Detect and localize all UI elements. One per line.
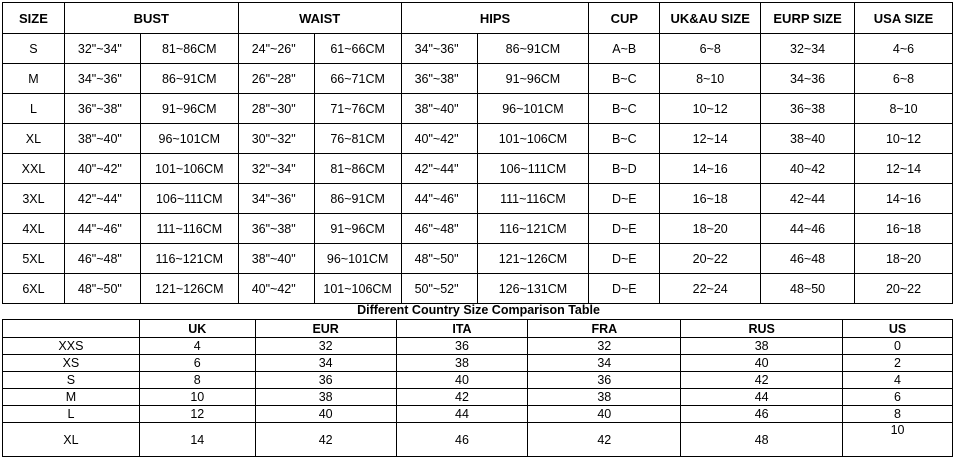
table-cell: 5XL bbox=[3, 244, 65, 274]
table-cell: 12 bbox=[139, 406, 255, 423]
table-cell: 71~76CM bbox=[314, 94, 401, 124]
table-cell: 101~106CM bbox=[314, 274, 401, 304]
table-row bbox=[3, 34, 953, 64]
table-cell: 96~101CM bbox=[140, 124, 238, 154]
table-cell: 76~81CM bbox=[314, 124, 401, 154]
table-cell: XL bbox=[3, 124, 65, 154]
table-cell: A~B bbox=[589, 34, 660, 64]
table-cell: 36"~38" bbox=[401, 64, 477, 94]
table-cell: B~C bbox=[589, 64, 660, 94]
table-row bbox=[3, 389, 953, 406]
table-cell: 46 bbox=[681, 406, 843, 423]
table-cell: 6~8 bbox=[855, 64, 953, 94]
table-cell: 32"~34" bbox=[64, 34, 140, 64]
table-cell: 36 bbox=[255, 372, 396, 389]
table-cell: D~E bbox=[589, 184, 660, 214]
table-cell: 0 bbox=[843, 338, 953, 355]
table-cell: 91~96CM bbox=[140, 94, 238, 124]
table-cell: 18~20 bbox=[660, 214, 761, 244]
table-cell: 38"~40" bbox=[238, 244, 314, 274]
table-cell: XL bbox=[3, 423, 140, 457]
table-cell: 44 bbox=[396, 406, 528, 423]
comparison-header-cell: EUR bbox=[255, 320, 396, 338]
header-ukau-size: UK&AU SIZE bbox=[660, 3, 761, 34]
table-cell: M bbox=[3, 64, 65, 94]
table-cell: 36 bbox=[528, 372, 681, 389]
table-cell: 96~101CM bbox=[477, 94, 589, 124]
table-row bbox=[3, 372, 953, 389]
comparison-header-cell: RUS bbox=[681, 320, 843, 338]
table-cell: 36"~38" bbox=[64, 94, 140, 124]
table-row bbox=[3, 214, 953, 244]
table-cell: 40"~42" bbox=[64, 154, 140, 184]
table-cell: XXL bbox=[3, 154, 65, 184]
table-cell: D~E bbox=[589, 244, 660, 274]
table-cell: 46 bbox=[396, 423, 528, 457]
comparison-header-row bbox=[3, 320, 953, 338]
header-eurp-size: EURP SIZE bbox=[761, 3, 855, 34]
table-cell: 3XL bbox=[3, 184, 65, 214]
table-row bbox=[3, 355, 953, 372]
table-cell: 10~12 bbox=[660, 94, 761, 124]
table-cell: 42 bbox=[255, 423, 396, 457]
table-cell: 34 bbox=[255, 355, 396, 372]
table-cell: 38"~40" bbox=[64, 124, 140, 154]
table-cell: 32 bbox=[528, 338, 681, 355]
table-cell: 86~91CM bbox=[477, 34, 589, 64]
table-cell: 38 bbox=[528, 389, 681, 406]
comparison-header-cell: UK bbox=[139, 320, 255, 338]
table-cell: B~C bbox=[589, 124, 660, 154]
table-cell: 91~96CM bbox=[314, 214, 401, 244]
table-cell: 40~42 bbox=[761, 154, 855, 184]
table-cell: 8 bbox=[139, 372, 255, 389]
table-cell: 36~38 bbox=[761, 94, 855, 124]
table-cell: L bbox=[3, 406, 140, 423]
table-cell: 46"~48" bbox=[64, 244, 140, 274]
table-cell: 42"~44" bbox=[401, 154, 477, 184]
table-row bbox=[3, 94, 953, 124]
table-cell: 46"~48" bbox=[401, 214, 477, 244]
table-cell: 40"~42" bbox=[238, 274, 314, 304]
table-cell: S bbox=[3, 34, 65, 64]
table-cell: 6 bbox=[139, 355, 255, 372]
table-cell: XXS bbox=[3, 338, 140, 355]
table-cell: 20~22 bbox=[855, 274, 953, 304]
table-cell: 10 bbox=[139, 389, 255, 406]
comparison-table-title: Different Country Size Comparison Table bbox=[357, 303, 600, 317]
header-usa-size: USA SIZE bbox=[855, 3, 953, 34]
table-cell: 44 bbox=[681, 389, 843, 406]
table-row bbox=[3, 338, 953, 355]
comparison-header-cell: ITA bbox=[396, 320, 528, 338]
table-cell: 42"~44" bbox=[64, 184, 140, 214]
table-cell: 36 bbox=[396, 338, 528, 355]
size-chart-table bbox=[2, 2, 953, 304]
table-cell: 4XL bbox=[3, 214, 65, 244]
table-cell: 42~44 bbox=[761, 184, 855, 214]
table-cell: 38 bbox=[681, 338, 843, 355]
table-cell: 61~66CM bbox=[314, 34, 401, 64]
table-cell: 34"~36" bbox=[64, 64, 140, 94]
table-cell: 14~16 bbox=[855, 184, 953, 214]
comparison-header-cell bbox=[3, 320, 140, 338]
table-cell: 91~96CM bbox=[477, 64, 589, 94]
table-cell: 10 bbox=[843, 423, 953, 457]
table-cell: 86~91CM bbox=[140, 64, 238, 94]
table-row bbox=[3, 423, 953, 457]
table-cell: 40"~42" bbox=[401, 124, 477, 154]
table-cell: 34 bbox=[528, 355, 681, 372]
table-cell: 20~22 bbox=[660, 244, 761, 274]
table-cell: 101~106CM bbox=[477, 124, 589, 154]
table-cell: 16~18 bbox=[855, 214, 953, 244]
table-cell: 30"~32" bbox=[238, 124, 314, 154]
table-cell: 42 bbox=[681, 372, 843, 389]
table-row bbox=[3, 124, 953, 154]
table-cell: 81~86CM bbox=[140, 34, 238, 64]
size-chart-header-row bbox=[3, 3, 953, 34]
comparison-header-cell: FRA bbox=[528, 320, 681, 338]
table-cell: 48"~50" bbox=[401, 244, 477, 274]
table-cell: 44"~46" bbox=[64, 214, 140, 244]
table-cell: B~D bbox=[589, 154, 660, 184]
table-cell: 40 bbox=[396, 372, 528, 389]
table-cell: B~C bbox=[589, 94, 660, 124]
table-cell: 8~10 bbox=[660, 64, 761, 94]
table-cell: 38 bbox=[396, 355, 528, 372]
table-cell: 8 bbox=[843, 406, 953, 423]
table-cell: 26"~28" bbox=[238, 64, 314, 94]
table-cell: 34~36 bbox=[761, 64, 855, 94]
table-cell: 22~24 bbox=[660, 274, 761, 304]
table-cell: 44"~46" bbox=[401, 184, 477, 214]
comparison-header-cell: US bbox=[843, 320, 953, 338]
table-cell: 121~126CM bbox=[477, 244, 589, 274]
table-cell: 6~8 bbox=[660, 34, 761, 64]
table-row bbox=[3, 244, 953, 274]
table-cell: 96~101CM bbox=[314, 244, 401, 274]
table-cell: L bbox=[3, 94, 65, 124]
table-cell: 18~20 bbox=[855, 244, 953, 274]
table-cell: 48~50 bbox=[761, 274, 855, 304]
table-row bbox=[3, 184, 953, 214]
table-cell: 34"~36" bbox=[401, 34, 477, 64]
table-cell: 111~116CM bbox=[140, 214, 238, 244]
table-cell: 40 bbox=[528, 406, 681, 423]
header-size: SIZE bbox=[3, 3, 65, 34]
table-cell: 106~111CM bbox=[477, 154, 589, 184]
table-cell: 40 bbox=[255, 406, 396, 423]
table-cell: 44~46 bbox=[761, 214, 855, 244]
table-cell: 12~14 bbox=[855, 154, 953, 184]
table-cell: 16~18 bbox=[660, 184, 761, 214]
header-cup: CUP bbox=[589, 3, 660, 34]
header-bust: BUST bbox=[64, 3, 238, 34]
table-cell: 38"~40" bbox=[401, 94, 477, 124]
table-cell: 50"~52" bbox=[401, 274, 477, 304]
table-cell: 2 bbox=[843, 355, 953, 372]
table-cell: 48"~50" bbox=[64, 274, 140, 304]
table-cell: 86~91CM bbox=[314, 184, 401, 214]
table-row bbox=[3, 274, 953, 304]
table-cell: 32 bbox=[255, 338, 396, 355]
table-cell: 66~71CM bbox=[314, 64, 401, 94]
header-waist: WAIST bbox=[238, 3, 401, 34]
table-cell: 40 bbox=[681, 355, 843, 372]
table-cell: 4 bbox=[843, 372, 953, 389]
table-cell: 111~116CM bbox=[477, 184, 589, 214]
table-cell: 32"~34" bbox=[238, 154, 314, 184]
table-cell: S bbox=[3, 372, 140, 389]
table-cell: 116~121CM bbox=[140, 244, 238, 274]
table-cell: 4~6 bbox=[855, 34, 953, 64]
table-cell: 106~111CM bbox=[140, 184, 238, 214]
table-cell: 32~34 bbox=[761, 34, 855, 64]
table-cell: 116~121CM bbox=[477, 214, 589, 244]
table-cell: D~E bbox=[589, 214, 660, 244]
table-cell: 42 bbox=[528, 423, 681, 457]
table-cell: 6 bbox=[843, 389, 953, 406]
table-cell: 38~40 bbox=[761, 124, 855, 154]
table-row bbox=[3, 406, 953, 423]
table-cell: 10~12 bbox=[855, 124, 953, 154]
table-row bbox=[3, 154, 953, 184]
table-cell: 126~131CM bbox=[477, 274, 589, 304]
table-cell: 121~126CM bbox=[140, 274, 238, 304]
table-cell: 46~48 bbox=[761, 244, 855, 274]
table-cell: 81~86CM bbox=[314, 154, 401, 184]
table-cell: 14 bbox=[139, 423, 255, 457]
table-cell: 8~10 bbox=[855, 94, 953, 124]
table-cell: 101~106CM bbox=[140, 154, 238, 184]
table-cell: 36"~38" bbox=[238, 214, 314, 244]
table-cell: XS bbox=[3, 355, 140, 372]
table-cell: 28"~30" bbox=[238, 94, 314, 124]
table-cell: 38 bbox=[255, 389, 396, 406]
table-row bbox=[3, 64, 953, 94]
comparison-table bbox=[2, 319, 953, 457]
table-cell: D~E bbox=[589, 274, 660, 304]
table-cell: 34"~36" bbox=[238, 184, 314, 214]
table-cell: 4 bbox=[139, 338, 255, 355]
table-cell: 42 bbox=[396, 389, 528, 406]
header-hips: HIPS bbox=[401, 3, 589, 34]
table-cell: 14~16 bbox=[660, 154, 761, 184]
table-cell: M bbox=[3, 389, 140, 406]
table-cell: 24"~26" bbox=[238, 34, 314, 64]
table-cell: 48 bbox=[681, 423, 843, 457]
table-cell: 12~14 bbox=[660, 124, 761, 154]
table-cell: 6XL bbox=[3, 274, 65, 304]
